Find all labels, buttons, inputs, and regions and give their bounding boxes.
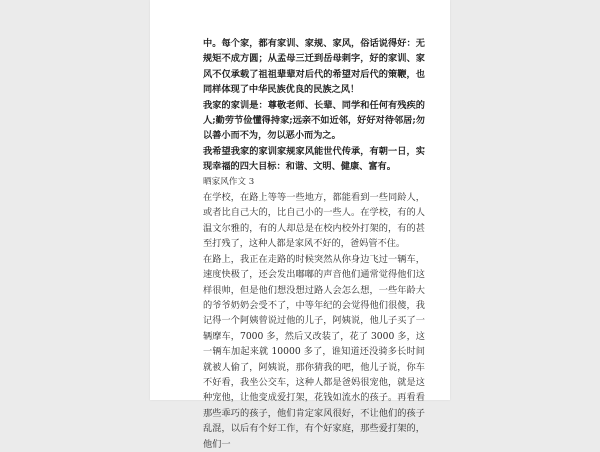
document-page [150, 0, 450, 450]
essay-heading: 晒家风作文 3 [203, 176, 255, 187]
paragraph-family-rules-intro: 中。每个家，都有家训、家规、家风，俗话说得好：无规矩不成方圆；从孟母三迁到岳母刺字，好的家训、家风不仅承载了祖祖辈辈对后代的希望对后代的策鞭，也同样体现了中华民族优良的民族之风！ [203, 38, 425, 96]
paragraph-my-family-motto: 我家的家训是：尊敬老师、长辈、同学和任何有残疾的人;勤劳节俭懂得持家;远亲不如近邻，好好对待邻居;勿以善小而不为，勿以恶小而为之。 [203, 99, 425, 142]
document-body [203, 36, 425, 452]
paragraph-school: 在学校，在路上等等一些地方，都能看到一些同龄人，或者比自己大的，比自己小的一些人。在学校，有的人温文尔雅的，有的人却总是在校内校外打架的，有的甚至打残了，这种人都是家风不好的，爸妈管不住。 [203, 192, 425, 250]
paragraph-hope: 我希望我家的家训家规家风能世代传承，有朝一日，实现幸福的四大目标：和谐、文明、健康、富有。 [203, 145, 425, 173]
paragraph-on-the-road: 在路上，我正在走路的时候突然从你身边飞过一辆车，速度快极了，还会发出嘟嘟的声音他们通常觉得他们这样很帅，但是他们想没想过路人会怎么想，一些年龄大的爷爷奶奶会受不了，中等年纪的会觉得他们很傻，我记得一个阿姨曾说过他的儿子，阿姨说，他儿子买了一辆摩车，7000 多，然后又改装了，花了 3000 多，这一辆车加起来就 10000 多了，谁知道还没骑多长时间就被人偷了，阿姨说，那你猜我的吧，他儿子说，你车不好看，我坐公交车，这种人都是爸妈很宠他，就是这种宠他，让他变成爱打架，花钱如流水的孩子。再看看那些乖巧的孩子，他们肯定家风很好，不让他们的孩子乱混，以后有个好工作，有个好家庭，那些爱打架的，他们一 [203, 253, 425, 450]
